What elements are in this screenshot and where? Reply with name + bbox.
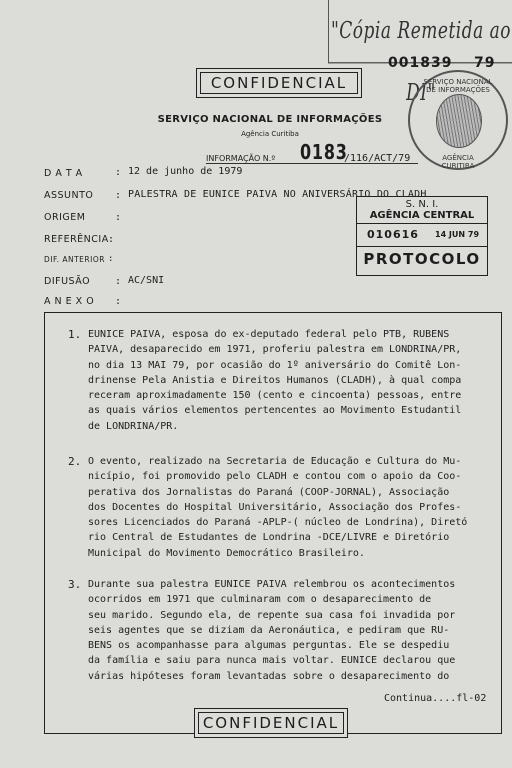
field-colon: : [115, 296, 122, 307]
field-date-label: D A T A [44, 168, 83, 179]
seal-text-top: SERVIÇO NACIONAL DE INFORMAÇÕES [423, 78, 493, 94]
informacao-suffix: /116/ACT/79 [344, 153, 411, 164]
informacao-underline [206, 163, 418, 164]
central-agency-protocol-stamp [356, 196, 488, 276]
central-stamp-number: 010616 [367, 228, 419, 241]
field-origin-label: ORIGEM [44, 212, 86, 223]
field-diffusion-value: AC/SNI [128, 275, 165, 286]
field-colon: : [115, 212, 122, 223]
seal-text-bottom: AGÊNCIA CURITIBA [441, 154, 475, 170]
agency-name: SERVIÇO NACIONAL DE INFORMAÇÕES [157, 114, 383, 125]
paragraph-3: Durante sua palestra EUNICE PAIVA relembrou os acontecimentos ocorridos em 1971 que culminaram com o desaparecimento de seu marido. Segundo ela, de repente sua casa foi invadida por seis agentes que se diziam da Aeronáutica, e pediram que RU- BENS os acompanhasse para algumas perguntas. Ele se despediu da família e saiu para nunca mais voltar. EUNICE declarou que várias hipóteses foram levantadas sobre o desaparecimento do [88, 579, 456, 682]
central-stamp-sni: S. N. I. [405, 199, 439, 210]
field-reference-label: REFERÊNCIA [44, 234, 109, 245]
field-diffusion-label: DIFUSÃO [44, 276, 91, 287]
central-stamp-agency: AGÊNCIA CENTRAL [369, 210, 475, 221]
field-colon: : [108, 254, 114, 264]
continuation-note: Continua....fl-02 [384, 693, 487, 704]
central-stamp-protocol: PROTOCOLO [363, 250, 481, 268]
copy-sent-stamp: "Cópia Remetida ao DI" [328, 0, 512, 63]
central-stamp-date: 14 JUN 79 [435, 230, 480, 239]
paragraph-1: EUNICE PAIVA, esposa do ex-deputado federal pelo PTB, RUBENS PAIVA, desaparecido em 1971, proferiu palestra em LONDRINA/PR, no dia 13 MAI 79, por ocasião do 1º aniversário do Comitê Lon- drinense Pela Anistia e Direitos Humanos (CLADH), à qual compa receram aproximadamente 150 (cento e cincoenta) pessoas, entre as quais vários elementos pertencentes ao Movimento Estudantil de LONDRINA/PR. [88, 329, 462, 432]
field-colon: : [115, 190, 122, 201]
paragraph-number: 2. [68, 455, 82, 468]
field-annex-label: A N E X O [44, 296, 95, 307]
document-number: 001839 [388, 55, 453, 71]
paragraph-number: 1. [68, 328, 82, 341]
classification-stamp-bottom [194, 708, 348, 738]
paragraph-number: 3. [68, 578, 82, 591]
paragraph-2: O evento, realizado na Secretaria de Educação e Cultura do Mu- nicípio, foi promovido pelo CLADH e contou com o apoio da Coo- perativa dos Jornalistas do Paraná (COOP-JORNAL), Associação dos Docentes do Hospital Universitário, Associação dos Profes- sores Licenciados do Paraná -APLP-( núcleo de Londrina), Diretó rio Central de Estudantes de Londrina -DCE/LIVRE e Diretório Municipal do Movimento Democrático Brasileiro. [88, 456, 468, 559]
field-colon: : [115, 276, 122, 287]
informacao-number: 0183 [300, 140, 348, 164]
field-date-value: 12 de junho de 1979 [128, 166, 243, 177]
document-year: 79 [474, 55, 496, 71]
field-colon: : [115, 167, 122, 178]
field-subject-label: ASSUNTO [44, 190, 94, 201]
classification-label: CONFIDENCIAL [200, 72, 358, 94]
field-subject-value: PALESTRA DE EUNICE PAIVA NO ANIVERSÁRIO DO CLADH [128, 189, 427, 200]
classification-stamp-top [196, 68, 362, 98]
informacao-label: INFORMAÇÃO N.º [206, 154, 276, 163]
classification-label: CONFIDENCIAL [198, 712, 344, 734]
agency-seal-icon [408, 70, 508, 170]
field-colon: : [108, 234, 115, 245]
agency-branch: Agência Curitiba [241, 130, 299, 138]
field-previous-diffusion-label: DIF. ANTERIOR [44, 255, 105, 264]
